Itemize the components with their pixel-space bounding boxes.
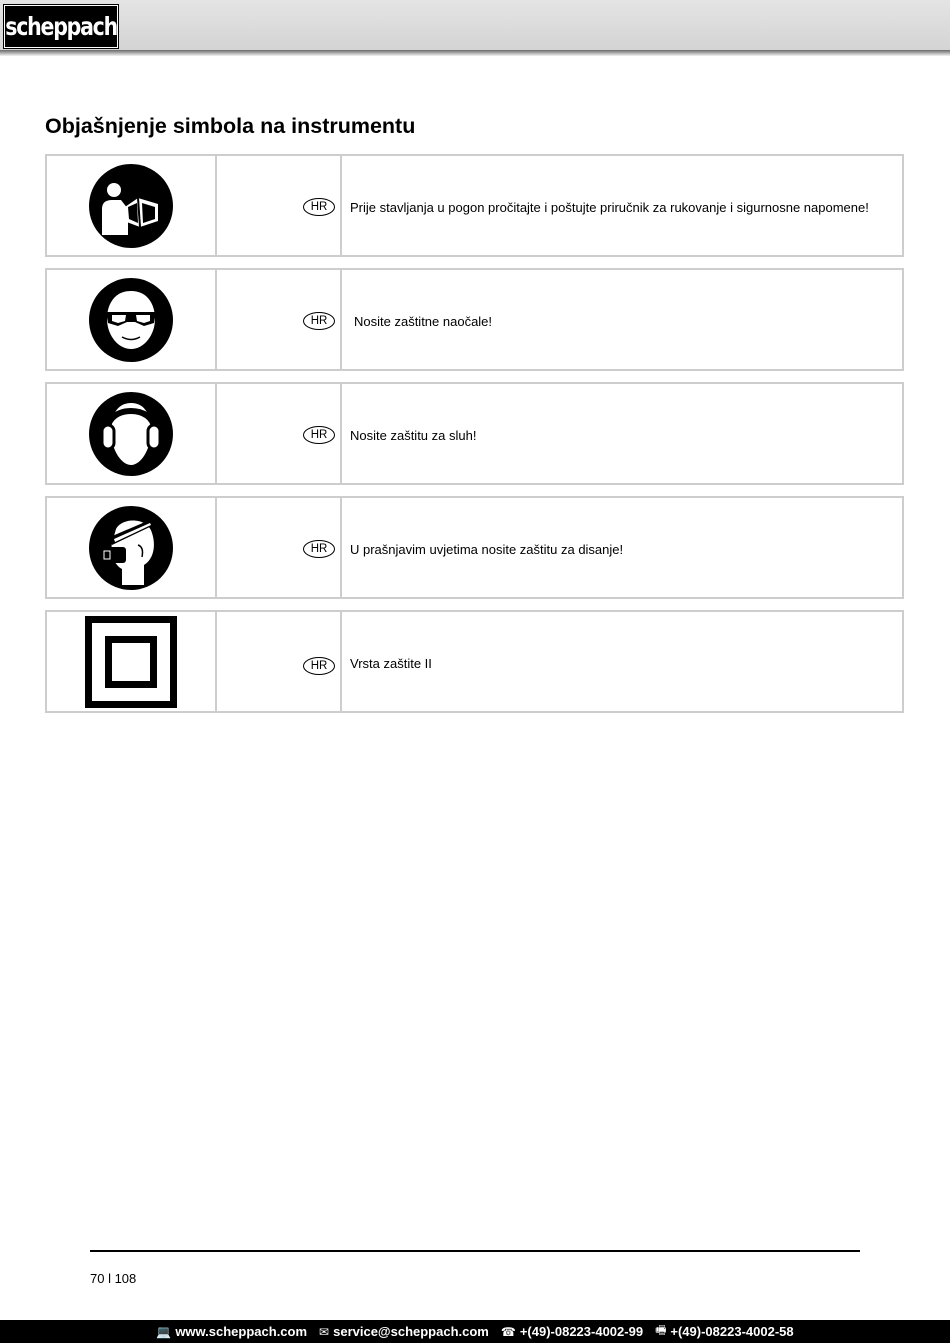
phone-number[interactable]: +(49)-08223-4002-99 [519, 1324, 644, 1339]
symbol-description: U prašnjavim uvjetima nosite zaštitu za disanje! [350, 542, 624, 557]
symbol-row [45, 154, 904, 257]
logo-text: scheppach [5, 12, 117, 41]
email-link[interactable]: service@scheppach.com [333, 1324, 489, 1339]
respirator-mask-icon [88, 505, 174, 591]
symbol-description: Nosite zaštitne naočale! [354, 314, 493, 329]
symbol-row [45, 610, 904, 713]
language-cell [217, 384, 342, 483]
language-cell [217, 270, 342, 369]
language-badge: HR [303, 540, 335, 558]
description-cell [342, 384, 902, 483]
language-cell [217, 498, 342, 597]
language-cell [217, 156, 342, 255]
footer-rule [90, 1250, 860, 1252]
language-badge: HR [303, 657, 335, 675]
symbol-row [45, 382, 904, 485]
symbol-cell [47, 498, 217, 597]
header-bar [0, 0, 950, 50]
page-title: Objašnjenje simbola na instrumentu [45, 114, 416, 138]
ear-protection-icon [88, 391, 174, 477]
language-cell [217, 612, 342, 711]
read-manual-icon [88, 163, 174, 249]
symbol-cell [47, 612, 217, 711]
symbol-row [45, 496, 904, 599]
fax-icon: 🖷 [655, 1323, 667, 1337]
header-shadow [0, 50, 950, 56]
phone-contact[interactable] [501, 1324, 643, 1339]
symbol-description: Prije stavljanja u pogon pročitajte i poštujte priručnik za rukovanje i sigurnosne napomene! [350, 200, 869, 215]
email-contact[interactable] [319, 1324, 489, 1339]
scheppach-logo[interactable] [4, 5, 118, 48]
safety-goggles-icon [88, 277, 174, 363]
envelope-icon: ✉ [319, 1324, 330, 1339]
website-contact[interactable] [156, 1324, 307, 1339]
fax-number[interactable]: +(49)-08223-4002-58 [670, 1324, 794, 1339]
contact-bar [0, 1320, 950, 1343]
computer-icon: 💻 [156, 1324, 172, 1339]
description-cell [342, 498, 902, 597]
website-link[interactable]: www.scheppach.com [175, 1324, 308, 1339]
phone-icon: ☎ [500, 1324, 516, 1339]
symbol-description: Vrsta zaštite II [350, 656, 432, 671]
symbol-cell [47, 270, 217, 369]
symbol-row [45, 268, 904, 371]
description-cell [342, 156, 902, 255]
description-cell [342, 612, 902, 711]
symbol-cell [47, 156, 217, 255]
language-badge: HR [303, 198, 335, 216]
symbol-description: Nosite zaštitu za sluh! [350, 428, 477, 443]
page-number: 70 l 108 [90, 1271, 137, 1286]
language-badge: HR [303, 312, 335, 330]
language-badge: HR [303, 426, 335, 444]
description-cell [342, 270, 902, 369]
fax-contact[interactable] [655, 1321, 794, 1342]
symbol-cell [47, 384, 217, 483]
protection-class-ii-icon [85, 616, 177, 708]
